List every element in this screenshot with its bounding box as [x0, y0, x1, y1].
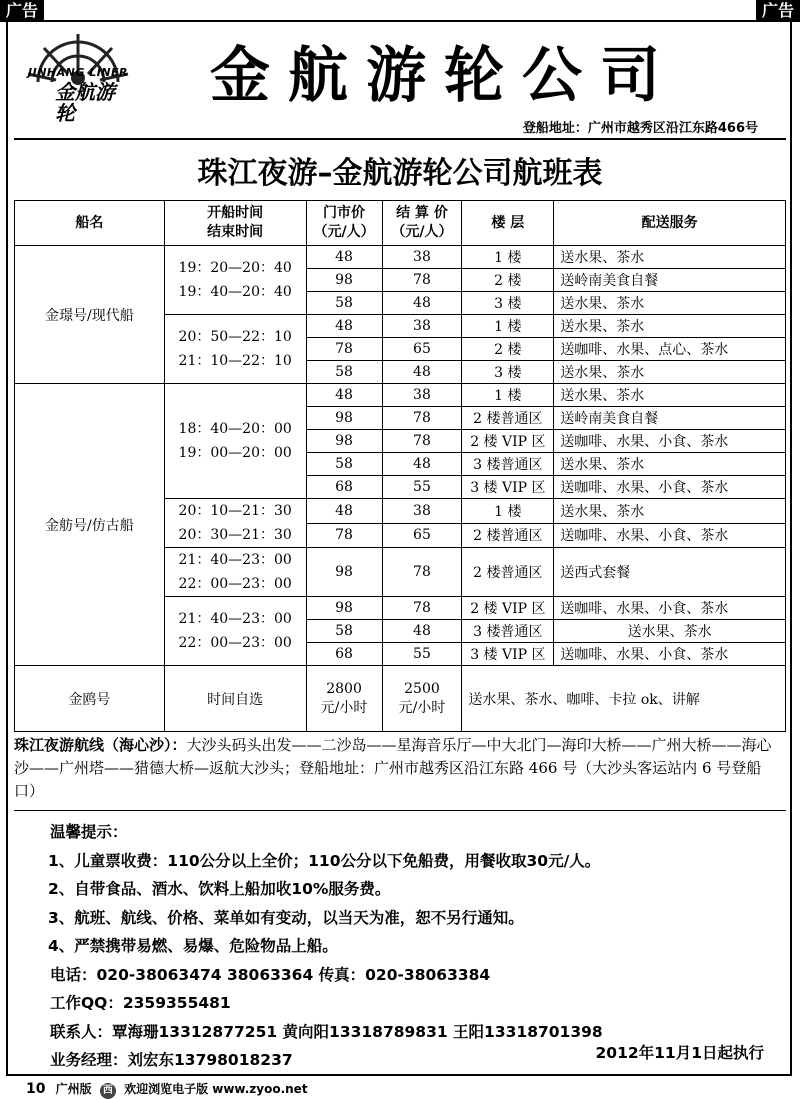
schedule-table — [14, 200, 786, 732]
floor: 2 楼普通区 — [462, 548, 554, 597]
service: 送水果、茶水 — [554, 384, 786, 407]
settle-price: 38 — [382, 499, 462, 524]
service: 送水果、茶水 — [554, 499, 786, 524]
service: 送水果、茶水 — [554, 315, 786, 338]
sailing-time: 19：20—20：40 19：40—20：40 — [164, 246, 306, 315]
door-price: 58 — [306, 361, 382, 384]
sailing-time: 21：40—23：00 22：00—23：00 — [164, 548, 306, 597]
service: 送水果、茶水 — [554, 620, 786, 643]
service: 送咖啡、水果、小食、茶水 — [554, 643, 786, 666]
route-description: 珠江夜游航线（海心沙）：大沙头码头出发——二沙岛——星海音乐厅—中大北门—海印大桥——广州大桥——海心沙——广州塔——猎德大桥—返航大沙头；登船地址：广州市越秀区沿江东路 466 号（大沙头客运站内 6 号登船口） — [14, 736, 772, 800]
floor: 1 楼 — [462, 315, 554, 338]
service: 送水果、茶水 — [554, 453, 786, 476]
tips-section — [50, 818, 780, 1075]
settle-price: 55 — [382, 643, 462, 666]
floor: 2 楼普通区 — [462, 523, 554, 548]
settle-price: 78 — [382, 430, 462, 453]
floor: 1 楼 — [462, 384, 554, 407]
settle-price: 48 — [382, 292, 462, 315]
floor: 3 楼普通区 — [462, 620, 554, 643]
settle-price: 78 — [382, 548, 462, 597]
floor: 1 楼 — [462, 246, 554, 269]
service: 送西式套餐 — [554, 548, 786, 597]
floor: 2 楼 VIP 区 — [462, 597, 554, 620]
tip-item: 3、航班、航线、价格、菜单如有变动，以当天为准，恕不另行通知。 — [48, 908, 524, 927]
sailing-time: 21：40—23：00 22：00—23：00 — [164, 597, 306, 666]
settle-price: 38 — [382, 246, 462, 269]
service: 送咖啡、水果、点心、茶水 — [554, 338, 786, 361]
page-number: 10 — [26, 1081, 46, 1097]
door-price: 68 — [306, 643, 382, 666]
work-qq: 工作QQ：2359355481 — [50, 994, 231, 1012]
col-settle-price: 结 算 价 （元/人） — [382, 201, 462, 246]
page-footer — [26, 1080, 308, 1099]
ship-name: 金鸥号 — [15, 666, 165, 732]
table-row — [15, 384, 786, 407]
settle-price: 38 — [382, 384, 462, 407]
door-price: 78 — [306, 523, 382, 548]
door-price: 58 — [306, 620, 382, 643]
service: 送咖啡、水果、小食、茶水 — [554, 476, 786, 499]
service: 送咖啡、水果、小食、茶水 — [554, 523, 786, 548]
logo-english-name: JINHANG LINER — [28, 66, 128, 79]
service: 送水果、茶水 — [554, 361, 786, 384]
boarding-address: 登船地址：广州市越秀区沿江东路466号 — [522, 121, 758, 136]
floor: 3 楼 VIP 区 — [462, 476, 554, 499]
settle-price: 48 — [382, 620, 462, 643]
door-price: 98 — [306, 430, 382, 453]
col-floor: 楼 层 — [462, 201, 554, 246]
footer-text: 欢迎浏览电子版 www.zyoo.net — [124, 1082, 308, 1096]
floor: 2 楼普通区 — [462, 407, 554, 430]
door-price: 2800 元/小时 — [306, 666, 382, 732]
table-row — [15, 666, 786, 732]
floor: 2 楼 — [462, 338, 554, 361]
company-name: 金航游轮公司 — [210, 41, 678, 111]
edition: 广州版 — [55, 1082, 92, 1096]
floor: 1 楼 — [462, 499, 554, 524]
settle-price: 65 — [382, 338, 462, 361]
door-price: 98 — [306, 548, 382, 597]
sailing-time: 20：10—21：30 20：30—21：30 — [164, 499, 306, 548]
door-price: 98 — [306, 407, 382, 430]
service: 送咖啡、水果、小食、茶水 — [554, 430, 786, 453]
col-ship: 船名 — [15, 201, 165, 246]
floor: 3 楼 — [462, 292, 554, 315]
tip-item: 1、儿童票收费：110公分以上全价；110公分以下免船费，用餐收取30元/人。 — [48, 851, 601, 870]
floor: 3 楼普通区 — [462, 453, 554, 476]
settle-price: 78 — [382, 597, 462, 620]
floor: 2 楼 VIP 区 — [462, 430, 554, 453]
ship-name: 金璟号/现代船 — [15, 246, 165, 384]
phone-fax: 电话：020-38063474 38063364 传真：020-38063384 — [50, 965, 491, 984]
ad-label-right: 广告 — [756, 0, 800, 22]
col-door-price: 门市价 （元/人） — [306, 201, 382, 246]
service: 送水果、茶水 — [554, 246, 786, 269]
tip-item: 4、严禁携带易燃、易爆、危险物品上船。 — [48, 937, 338, 955]
settle-price: 48 — [382, 361, 462, 384]
settle-price: 78 — [382, 407, 462, 430]
door-price: 98 — [306, 269, 382, 292]
edition-badge: 西 — [100, 1083, 116, 1099]
door-price: 48 — [306, 499, 382, 524]
tip-item: 2、自带食品、酒水、饮料上船加收10%服务费。 — [48, 880, 391, 898]
door-price: 98 — [306, 597, 382, 620]
sailing-time: 18：40—20：00 19：00—20：00 — [164, 384, 306, 499]
divider — [14, 810, 786, 811]
door-price: 48 — [306, 315, 382, 338]
floor: 3 楼 — [462, 361, 554, 384]
divider — [14, 138, 786, 140]
service: 送岭南美食自餐 — [554, 269, 786, 292]
service: 送岭南美食自餐 — [554, 407, 786, 430]
ad-label-left: 广告 — [0, 0, 44, 22]
schedule-title: 珠江夜游–金航游轮公司航班表 — [197, 156, 603, 191]
settle-price: 38 — [382, 315, 462, 338]
logo-chinese-name: 金航游轮 — [55, 80, 115, 125]
settle-price: 65 — [382, 523, 462, 548]
service: 送水果、茶水、咖啡、卡拉 ok、讲解 — [462, 666, 786, 732]
tips-title: 温馨提示： — [50, 823, 128, 841]
door-price: 68 — [306, 476, 382, 499]
settle-price: 2500 元/小时 — [382, 666, 462, 732]
effective-date: 2012年11月1日起执行 — [595, 1044, 764, 1062]
door-price: 58 — [306, 292, 382, 315]
sailing-time: 时间自选 — [164, 666, 306, 732]
service: 送水果、茶水 — [554, 292, 786, 315]
settle-price: 48 — [382, 453, 462, 476]
door-price: 78 — [306, 338, 382, 361]
col-time: 开船时间 结束时间 — [164, 201, 306, 246]
contacts: 联系人：覃海珊13312877251 黄向阳13318789831 王阳13318701398 — [50, 1022, 603, 1041]
door-price: 48 — [306, 246, 382, 269]
sailing-time: 20：50—22：10 21：10—22：10 — [164, 315, 306, 384]
door-price: 48 — [306, 384, 382, 407]
floor: 2 楼 — [462, 269, 554, 292]
ship-name: 金舫号/仿古船 — [15, 384, 165, 666]
manager: 业务经理：刘宏东13798018237 — [50, 1051, 293, 1069]
floor: 3 楼 VIP 区 — [462, 643, 554, 666]
table-row — [15, 246, 786, 269]
col-service: 配送服务 — [554, 201, 786, 246]
door-price: 58 — [306, 453, 382, 476]
table-header — [15, 201, 786, 246]
settle-price: 78 — [382, 269, 462, 292]
service: 送咖啡、水果、小食、茶水 — [554, 597, 786, 620]
settle-price: 55 — [382, 476, 462, 499]
